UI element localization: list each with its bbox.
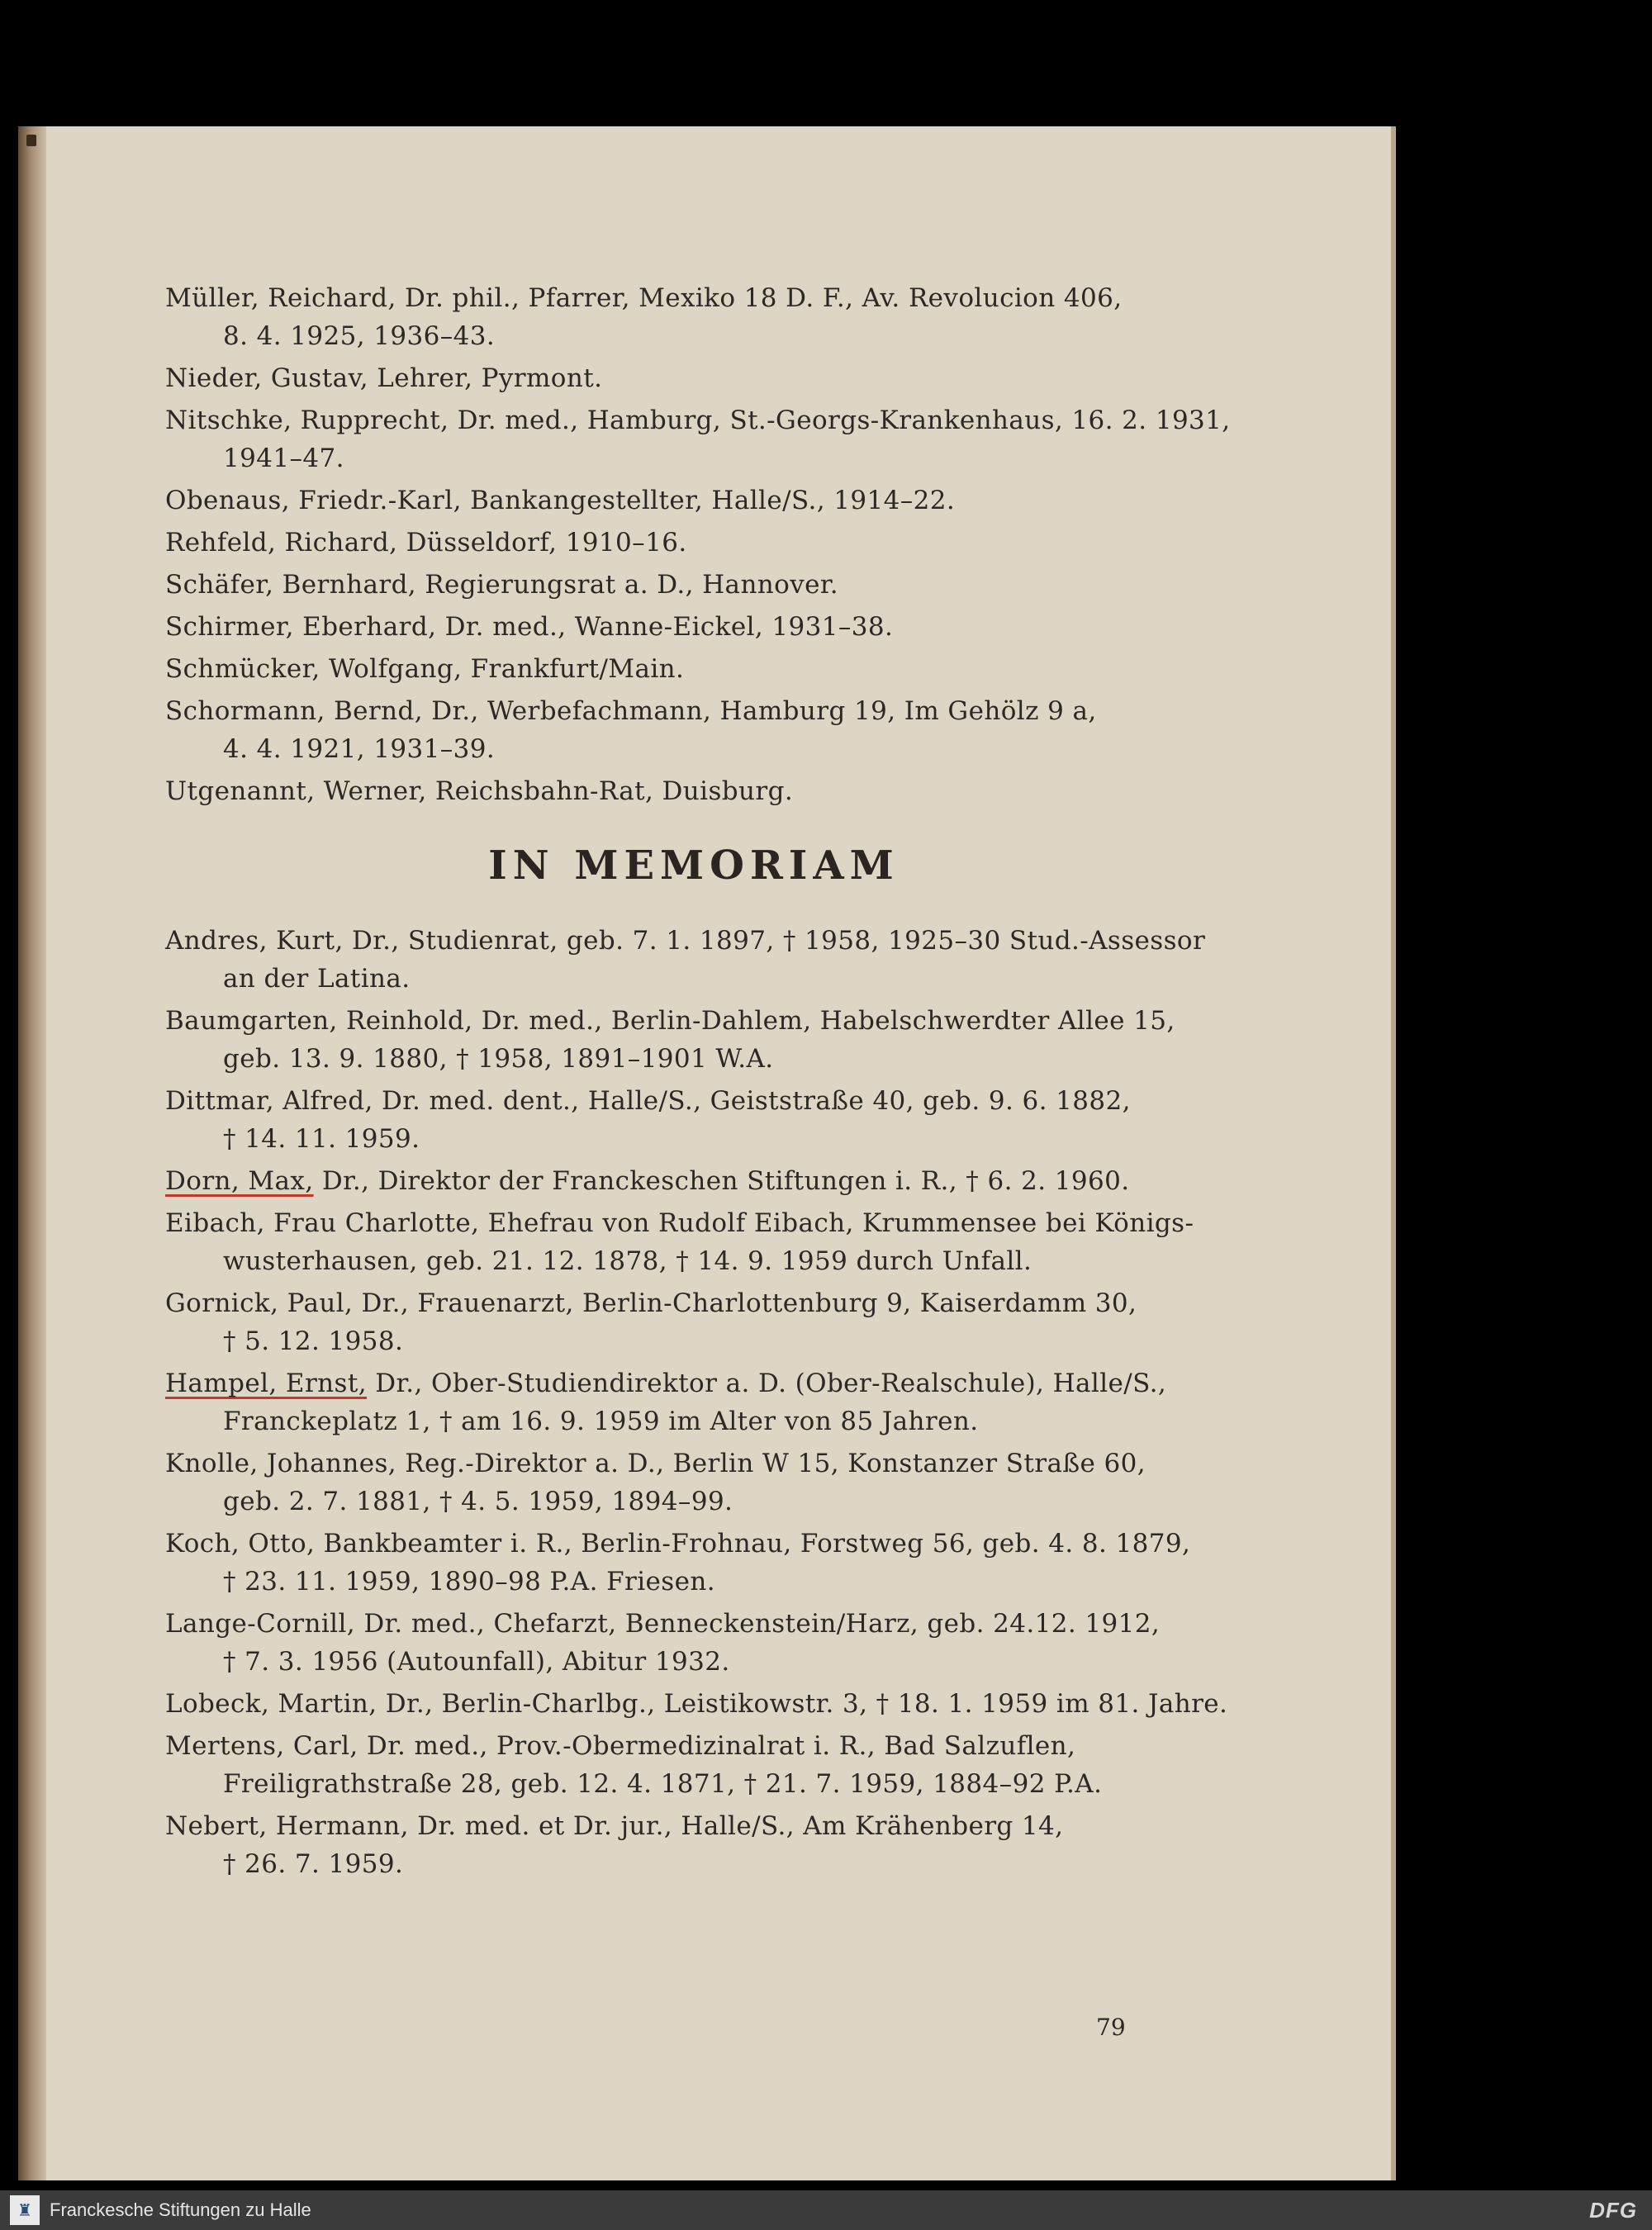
list-item: Koch, Otto, Bankbeamter i. R., Berlin-Frohnau, Forstweg 56, geb. 4. 8. 1879, † 23. 11. 1959, 1890–98 P.A. Friesen.	[165, 1529, 1191, 1597]
list-item: Rehfeld, Richard, Düsseldorf, 1910–16.	[165, 528, 687, 558]
list-item: Lobeck, Martin, Dr., Berlin-Charlbg., Leistikowstr. 3, † 18. 1. 1959 im 81. Jahre.	[165, 1689, 1228, 1719]
list-item: Dorn, Max, Dr., Direktor der Franckeschen Stiftungen i. R., † 6. 2. 1960.	[165, 1166, 1130, 1196]
page-number: 79	[1096, 2014, 1126, 2041]
list-item: Schormann, Bernd, Dr., Werbefachmann, Hamburg 19, Im Gehölz 9 a, 4. 4. 1921, 1931–39.	[165, 696, 1097, 764]
list-item: Schäfer, Bernhard, Regierungsrat a. D., Hannover.	[165, 570, 838, 600]
list-item: Schirmer, Eberhard, Dr. med., Wanne-Eickel, 1931–38.	[165, 612, 894, 642]
list-item: Hampel, Ernst, Dr., Ober-Studiendirektor a. D. (Ober-Realschule), Halle/S., Franckeplatz 1, † am 16. 9. 1959 im Alter von 85 Jahren.	[165, 1369, 1167, 1436]
page-content	[165, 279, 1231, 1883]
list-item: Knolle, Johannes, Reg.-Direktor a. D., Berlin W 15, Konstanzer Straße 60, geb. 2. 7. 1881, † 4. 5. 1959, 1894–99.	[165, 1449, 1146, 1516]
book-page	[18, 126, 1396, 2180]
list-item: Gornick, Paul, Dr., Frauenarzt, Berlin-Charlottenburg 9, Kaiserdamm 30, † 5. 12. 1958.	[165, 1288, 1137, 1356]
list-item: Nieder, Gustav, Lehrer, Pyrmont.	[165, 363, 603, 393]
binding-mark	[26, 135, 36, 146]
viewer-footer	[0, 2190, 1652, 2230]
list-item: Eibach, Frau Charlotte, Ehefrau von Rudolf Eibach, Krummensee bei Königs- wusterhausen, geb. 21. 12. 1878, † 14. 9. 1959 durch Unfall.	[165, 1208, 1194, 1276]
institution-name: Franckesche Stiftungen zu Halle	[50, 2199, 311, 2220]
list-item: Obenaus, Friedr.-Karl, Bankangestellter, Halle/S., 1914–22.	[165, 486, 956, 515]
list-item: Müller, Reichard, Dr. phil., Pfarrer, Mexiko 18 D. F., Av. Revolucion 406, 8. 4. 1925, 1936–43.	[165, 283, 1123, 351]
section-heading: IN MEMORIAM	[488, 842, 900, 889]
dfg-logo: DFG	[1589, 2198, 1637, 2223]
list-item: Mertens, Carl, Dr. med., Prov.-Obermedizinalrat i. R., Bad Salzuflen, Freiligrathstraße 28, geb. 12. 4. 1871, † 21. 7. 1959, 1884–92 P.A.	[165, 1731, 1103, 1799]
list-item: Andres, Kurt, Dr., Studienrat, geb. 7. 1. 1897, † 1958, 1925–30 Stud.-Assessor an der Latina.	[165, 926, 1206, 994]
institution-logo-icon: ♜	[10, 2195, 40, 2225]
list-item: Nebert, Hermann, Dr. med. et Dr. jur., Halle/S., Am Krähenberg 14, † 26. 7. 1959.	[165, 1811, 1064, 1879]
entries-memoriam	[165, 922, 1228, 1883]
list-item: Nitschke, Rupprecht, Dr. med., Hamburg, St.-Georgs-Krankenhaus, 16. 2. 1931, 1941–47.	[165, 406, 1231, 473]
list-item: Lange-Cornill, Dr. med., Chefarzt, Benneckenstein/Harz, geb. 24.12. 1912, † 7. 3. 1956 (Autounfall), Abitur 1932.	[165, 1609, 1161, 1677]
list-item: Baumgarten, Reinhold, Dr. med., Berlin-Dahlem, Habelschwerdter Allee 15, geb. 13. 9. 1880, † 1958, 1891–1901 W.A.	[165, 1006, 1175, 1074]
underlined-name: Dorn, Max,	[165, 1166, 314, 1196]
list-item: Utgenannt, Werner, Reichsbahn-Rat, Duisburg.	[165, 776, 794, 806]
list-item: Dittmar, Alfred, Dr. med. dent., Halle/S., Geiststraße 40, geb. 9. 6. 1882, † 14. 11. 1959.	[165, 1086, 1131, 1154]
list-item: Schmücker, Wolfgang, Frankfurt/Main.	[165, 654, 685, 684]
underlined-name: Hampel, Ernst,	[165, 1369, 367, 1398]
book-gutter	[18, 126, 46, 2180]
entries-before	[165, 279, 1231, 810]
